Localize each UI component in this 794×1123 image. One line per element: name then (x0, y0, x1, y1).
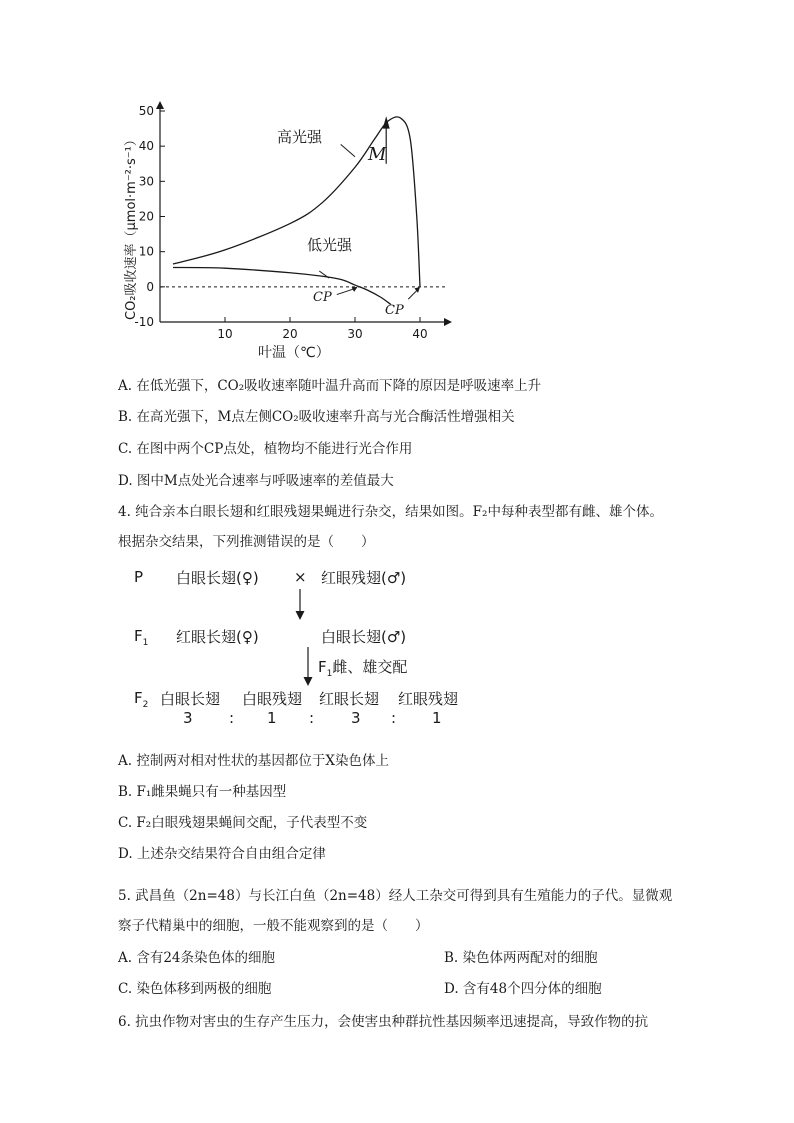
f1-mating-label: $F_1$雌、雄交配 (318, 658, 408, 679)
q3-option-c: C. 在图中两个CP点处，植物均不能进行光合作用 (118, 441, 413, 457)
y-tick-label: -10 (134, 315, 154, 329)
q4-option-c: C. F₂白眼残翅果蝇间交配，子代表型不变 (118, 815, 368, 831)
f1-generation-label: $F_1$ (134, 627, 149, 648)
m-arrow-head (383, 116, 390, 128)
x-tick-label: 30 (347, 327, 363, 341)
y-tick-label: 0 (146, 279, 154, 294)
q3-option-b: B. 在高光强下，M点左侧CO₂吸收速率升高与光合酶活性增强相关 (118, 409, 515, 425)
p-generation-label: P (134, 568, 144, 586)
y-axis-arrow (156, 101, 164, 109)
q5-option-c: C. 染色体移到两极的细胞 (118, 981, 272, 997)
q5-option-d: D. 含有48个四分体的细胞 (444, 981, 602, 997)
q5-option-a: A. 含有24条染色体的细胞 (118, 950, 276, 966)
f2-ratio: 1 (267, 709, 277, 727)
x-tick-label: 40 (412, 327, 428, 341)
annotation-cp-right: CP (385, 303, 404, 318)
q3-option-a: A. 在低光强下，CO₂吸收速率随叶温升高而下降的原因是呼吸速率上升 (118, 378, 542, 394)
series-label-high: 高光强 (277, 128, 323, 146)
q5-stem-line2: 察子代精巢中的细胞，一般不能观察到的是（ ） (118, 918, 429, 934)
ratio-separator: : (229, 709, 235, 727)
y-tick-label: 40 (138, 139, 154, 154)
low-light-curve (173, 267, 391, 304)
p-male: 红眼残翅(♂) (321, 569, 407, 587)
arrow-down-icon (302, 647, 314, 687)
f2-ratio: 3 (351, 709, 361, 727)
f2-ratio: 1 (432, 709, 442, 727)
y-tick-label: 50 (138, 104, 154, 118)
ratio-separator: : (391, 709, 397, 727)
f2-phenotype: 白眼残翅 (242, 690, 303, 708)
arrow-down-icon (294, 589, 306, 621)
cross-times: × (294, 568, 307, 586)
annotation-m: M (368, 144, 387, 165)
q4-option-a: A. 控制两对相对性状的基因都位于X染色体上 (118, 753, 389, 769)
f2-ratio: 3 (183, 709, 193, 727)
y-tick-label: 10 (138, 244, 154, 259)
chart-xlabel: 叶温（℃） (258, 345, 330, 361)
q4-option-b: B. F₁雌果蝇只有一种基因型 (118, 784, 287, 800)
q5-stem-line1: 5. 武昌鱼（2n=48）与长江白鱼（2n=48）经人工杂交可得到具有生殖能力的子代。显微观 (118, 888, 673, 904)
f2-phenotype: 白眼长翅 (160, 690, 221, 708)
series-label-low: 低光强 (307, 236, 353, 254)
x-tick-label: 10 (217, 327, 233, 341)
f2-phenotype: 红眼残翅 (398, 690, 459, 708)
p-female: 白眼长翅(♀) (176, 569, 259, 587)
q4-stem-line2: 根据杂交结果，下列推测错误的是（ ） (118, 534, 375, 550)
q3-option-d: D. 图中M点处光合速率与呼吸速率的差值最大 (118, 473, 394, 489)
f2-generation-label: $F_2$ (134, 689, 149, 710)
q5-option-b: B. 染色体两两配对的细胞 (444, 950, 598, 966)
high-label-pointer (341, 144, 355, 156)
f1-male: 白眼长翅(♂) (321, 628, 407, 646)
ratio-separator: : (309, 709, 315, 727)
q4-option-d: D. 上述杂交结果符合自由组合定律 (118, 846, 326, 862)
y-tick-label: 20 (138, 209, 154, 224)
q6-stem-line1: 6. 抗虫作物对害虫的生存产生压力，会使害虫种群抗性基因频率迅速提高，导致作物的抗 (118, 1014, 649, 1030)
x-tick-label: 20 (282, 327, 298, 341)
x-axis-arrow (444, 318, 452, 326)
f2-phenotype: 红眼长翅 (319, 690, 380, 708)
annotation-cp-left: CP (313, 290, 332, 305)
f1-female: 红眼长翅(♀) (176, 628, 259, 646)
q4-stem-line1: 4. 纯合亲本白眼长翅和红眼残翅果蝇进行杂交，结果如图。F₂中每种表型都有雌、雄个体。 (118, 504, 663, 520)
chart-ylabel: CO₂吸收速率（μmol·m⁻²·s⁻¹） (124, 133, 139, 320)
y-tick-label: 30 (138, 174, 154, 189)
